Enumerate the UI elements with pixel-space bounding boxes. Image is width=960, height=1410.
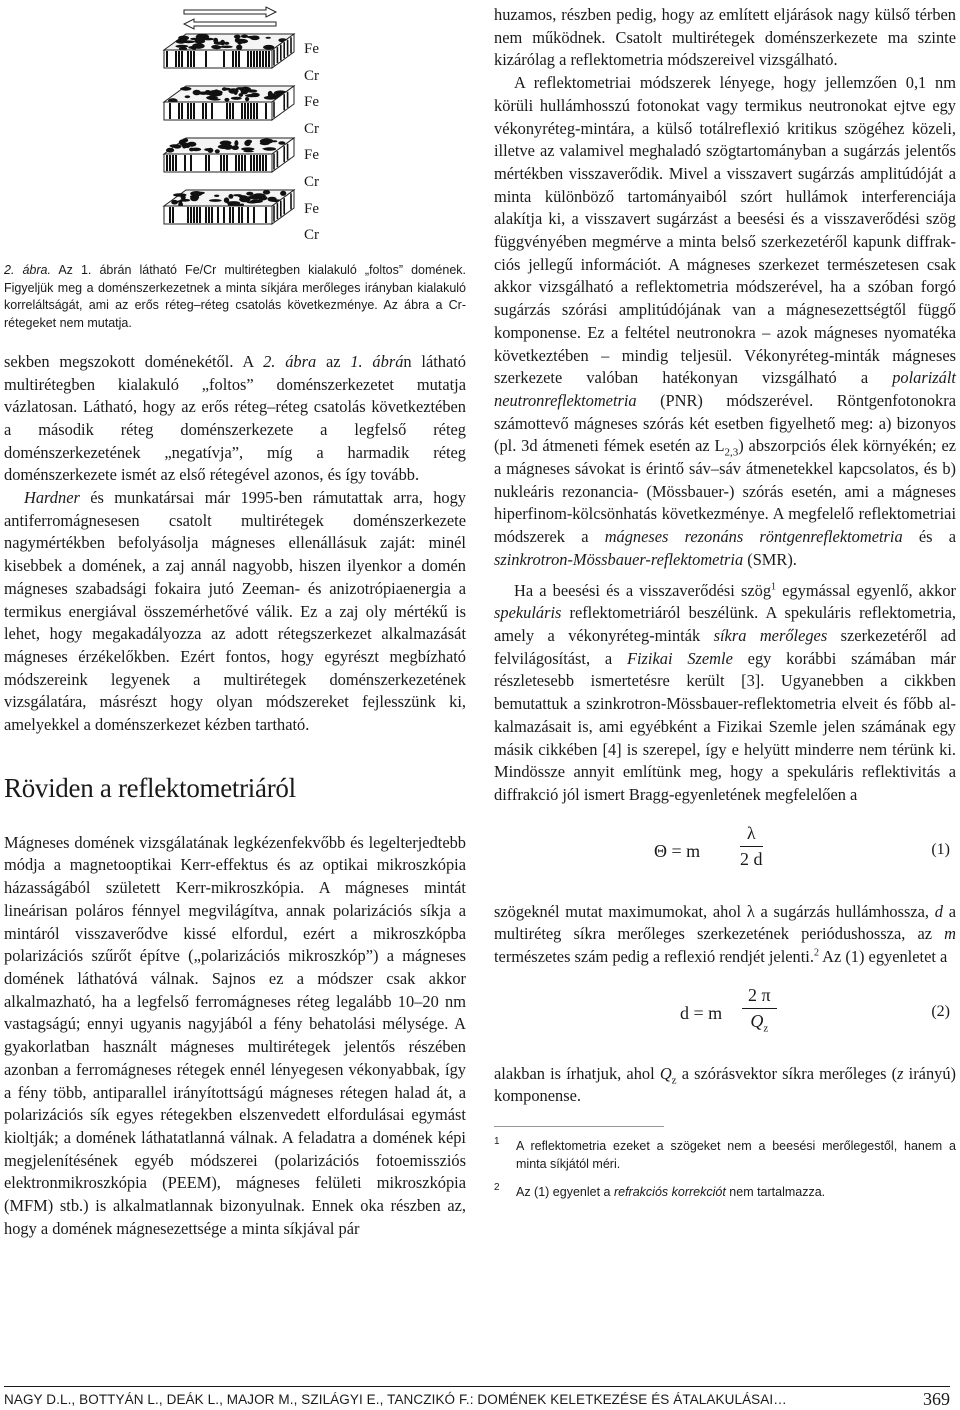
paragraph-right-3 — [494, 580, 956, 807]
equation-lhs: Θ = m — [654, 840, 701, 861]
footnote-2 — [494, 1183, 956, 1201]
fe-layer — [164, 34, 294, 68]
caption-text: Az 1. ábrán látható Fe/Cr multirétegben kialakuló „foltos” domének. Figyeljük meg a doménszerkezetnek a minta síkjára merőleges irányban kialakuló korreláltságát, ami az erős réteg–réteg csatolás következménye. Az ábra a Cr-rétegeket nem mutatja. — [4, 263, 466, 331]
text-run: szerkezetéről ad felvilágosítást, a — [494, 625, 957, 668]
equation-number: (1) — [931, 840, 950, 858]
denominator — [742, 1009, 777, 1035]
section-heading: Röviden a reflektometriáról — [4, 772, 296, 803]
layer-label: Fe — [304, 41, 319, 57]
layer-label: Cr — [304, 173, 319, 190]
symbol: m — [944, 924, 956, 944]
right-column — [494, 4, 956, 1211]
running-footer — [4, 1386, 950, 1409]
subscript: z — [763, 1022, 769, 1035]
text-run: egymással egyenlő, akkor — [776, 580, 957, 600]
text-run: A reflektometriai módszerek lényege, hogy jellemzően 0,1 nm körüli hullámhosszú fotonokat vagy termikus neutronokat ejtve egy vékonyréteg-mintára, a külső totálreflexió kritikus szögéhez közeli, illetve az valamivel meghaladó szögtartományban a sugárzás jelentős mértékben visszaverődik. Mivel a visszavert sugárzás amplitúdóját a minta különböző tartományaiból szórt hullámok interferenciája alakítja ki, a visszavert sugárzást a beesési és a visszaverődési szög függvényében megmérve a minta belső szerkezetéről kapunk diffrakciós jellegű információt. A mágneses szerkezet természetesen csak akkor vizsgálható a reflektometria módszerével, ha a szóban forgó sugárzás szórási amplitúdójának van a mágnesezettségtől függő komponense. Ez a feltétel neutronokra – azok mágneses nyomatéka következtében – mindig teljesül. Vékonyréteg-minták mágneses szerkezete valóban hatékonyan vizsgálható a — [494, 73, 956, 388]
text-run: sekben megszokott doménekétől. A — [4, 351, 264, 371]
text-run: alakban is írhatjuk, ahol — [494, 1063, 660, 1083]
footer-authors: NAGY D.L., BOTTYÁN L., DEÁK L., MAJOR M., SZILÁGYI E., TANCZIKÓ F.: DOMÉNEK KELETKEZÉSE ÉS ÁTALAKULÁSAI… — [4, 1392, 787, 1407]
denominator: 2 d — [740, 848, 763, 869]
text-run: természetes szám pedig a reflexió rendjét jelenti. — [494, 947, 814, 967]
text-run: az — [316, 351, 351, 371]
text-run: Az (1) egyenletet a — [818, 947, 948, 967]
multilayer-stack-illustration — [4, 4, 466, 256]
paragraph-right-1: huzamos, részben pedig, hogy az említett eljárások nagy külső térben nem működnek. Csatolt multirétegek doménszerkezete ma szinte kizárólag a reflektometria módszereivel vizsgálható. — [494, 5, 956, 70]
caption-label: 2. ábra. — [4, 263, 51, 277]
paragraph-left-1 — [4, 351, 466, 487]
figure-caption — [4, 262, 466, 333]
paragraph-right-4 — [494, 901, 956, 969]
symbol: z — [897, 1063, 904, 1083]
page-number: 369 — [923, 1389, 950, 1409]
paragraph-right-2 — [494, 72, 956, 571]
footnote-text: A reflektometria ezeket a szögeket nem a beesési merőlegestől, hanem a minta síkjától méri. — [516, 1139, 956, 1172]
arrow-right-icon — [184, 7, 276, 17]
subscript: 2,3 — [724, 446, 739, 459]
text-run: irányú) komponense. — [494, 1063, 956, 1106]
text-run: n látható multirétegben kialakuló „foltos” doménszerkezetet mutatja vázlatosan. Látható, hogy az erős réteg–réteg csatolás következtében a második réteg doménszerkezete a legfelső réteg doménszerkezetének „negatívja”, míg a harmadik réteg doménszerkezete ismét az első rétegével azonos, és így tovább. — [4, 351, 466, 485]
equation-fraction — [740, 823, 763, 870]
numerator: 2 π — [742, 985, 777, 1009]
equation-fraction — [742, 984, 777, 1035]
subscript: z — [671, 1074, 677, 1086]
symbol: d — [934, 901, 943, 921]
fe-layer — [164, 86, 294, 120]
text-run: (SMR). — [743, 549, 797, 569]
denominator-symbol: Q — [750, 1010, 764, 1031]
fe-layer — [164, 138, 294, 172]
equation-lhs: d = m — [680, 1002, 723, 1023]
layer-label: Fe — [304, 94, 319, 111]
equation-2 — [494, 985, 956, 1045]
magnetization-arrows — [184, 7, 276, 29]
text-run: ) abszorpciós élek környékén; ez a mágneses sávokat is érintő sáv–sáv átmenetekkel kapcsolatos, és b) nukleáris rezonancia- (Mössbauer-) szórás esetén, ami a mágneses hiperfinom-kölcsönhatás következménye. A megfelelő reflektometriai módszerek a — [494, 436, 956, 547]
layer-stack — [164, 34, 294, 224]
layer-labels — [304, 36, 344, 249]
equation-number: (2) — [931, 1002, 950, 1020]
paragraph-right-5 — [494, 1063, 956, 1108]
equation-1 — [494, 823, 956, 883]
text-run: Ha a beesési és a visszaverődési szög — [514, 580, 772, 600]
multilayer-domain-figure — [4, 4, 466, 256]
layer-label: Cr — [304, 67, 319, 84]
text-run: (PNR) módszerével. Röntgenfotonokra számottevő mágneses szórás két esetben figyelhető meg: a) bizonyos (pl. 3d átmeneti fémek esetén az L — [494, 390, 956, 456]
term: spekuláris — [494, 603, 562, 623]
footnote-text: nem tartalmazza. — [725, 1185, 826, 1200]
text-run: a szórásvektor síkra merőleges ( — [676, 1063, 898, 1083]
author-name: Hardner — [24, 488, 80, 508]
text-run: egy korábbi számában már részletesebb ismertetésre került [3]. Ugyanebben a cikkben bemutattuk a szinkrotron-Mössbauer-reflektometria elveit és főbb alkalmazásait is, ami egyébként a Fizikai Szemle jelen számának egy másik cikkében [4] is szerepel, így e helyütt minderre nem térünk ki. Mindössze annyit említünk meg, hogy a spekuláris reflektivitás a diffrakció jól ismert Bragg-egyenletének megfelelően a — [494, 648, 956, 804]
layer-label: Cr — [304, 227, 319, 244]
footnote-divider — [494, 1126, 664, 1127]
term: síkra merőleges — [713, 625, 828, 645]
figure-ref: 1. ábrá — [350, 351, 404, 371]
paragraph-left-2 — [4, 487, 466, 737]
text-run: szögeknél mutat maximumokat, ahol λ a sugárzás hullámhossza, — [494, 901, 935, 921]
footnote-mark: 2 — [494, 1182, 500, 1194]
numerator: λ — [740, 823, 763, 847]
layer-label: Fe — [304, 200, 319, 217]
footnote-1 — [494, 1137, 956, 1173]
arrow-left-icon — [184, 19, 276, 29]
layer-label: Cr — [304, 120, 319, 137]
term: polarizált neutronreflektometria — [494, 368, 956, 410]
term: mágneses rezonáns röntgenreflektometria — [604, 527, 903, 547]
journal-name: Fizikai Szemle — [626, 648, 733, 668]
footnote-ref: 1 — [771, 581, 777, 593]
text-run: a multiréteg síkra merőleges szerkezetének periódushossza, az — [494, 901, 957, 944]
paragraph-left-3: Mágneses domének vizsgálatának legkézenfekvőbb és legelterjedtebb módja a magnetooptikai Kerr-effektus és az optikai mikroszkópia házasságából született Kerr-mikroszkópia. A mágneses mintát lineárisan poláros fénnyel megvilágítva, annak polarizációs síkja a mintáról visszaverődve kissé elfordul, ezért a mikroszkópba polarizációs szűrőt építve („polarizációs mikroszkóp”) a mágneses domének láthatóvá válnak. Sajnos ez a módszer csak akkor alkalmazható, ha a legfelső ferromágneses réteg legalább 10–20 nm vastagságú; ennyi ugyanis nagyjából a fény behatolási mélysége. A gyakorlatban használt mágneses multirétegek jelentős részében azonban a ferromágneses rétegek ennél lényegesen vékonyabbak, így a fény több, antiparallel irányítottságú mágneses rétegen halad át, a polarizációs sík egyes rétegekben elszenvedett elfordulásai egymást kioltják; a domének láthatatlanná válnak. A feladatra a domének képi megjelenítésének egyéb módszerei (polarizációs fotoemissziós elektronmikroszkópia (PEEM), mágneses felületi mikroszkópia (MFM) stb.) is alkalmatlannak bizonyulnak. Ennek oka részben az, hogy a domének mágnesezettsége a minta síkjával pár — [4, 832, 466, 1238]
left-column — [4, 4, 466, 1240]
text-run: és a — [902, 527, 956, 547]
figure-ref: 2. ábra — [263, 351, 317, 371]
footnote-mark: 1 — [494, 1136, 500, 1148]
symbol: Q — [659, 1063, 672, 1083]
footnote-term: refrakciós korrekciót — [613, 1185, 726, 1200]
text-run: és munkatársai már 1995-ben rámutattak arra, hogy antiferromágnesesen csatolt multirétegek doménszerkezete nagymértékben befolyásolja mágneses ellenállásuk zaját: minél kisebbek a domének, a zaj annál nagyobb, hiszen ilyenkor a domén mágneses szabadsági fokaira jutó Zeeman- és anizotrópiaenergia a termikus energiával összemérhetővé válik. Ez a zaj oly mértékű is lehet, hogy megakadályozza az adott rétegszerkezet alkalmazását mágneses érzékelőkben. Ezért fontos, hogy egyrészt megbízható módszereink legyenek a multirétegek doménszerkezetének vizsgálatára, másrészt hogy olyan módszereket fejlesszünk ki, amelyekkel a doménszerkezet kézben tartható. — [4, 488, 466, 735]
layer-label: Fe — [304, 147, 319, 164]
footnote-text: Az (1) egyenlet a — [516, 1185, 614, 1200]
fe-layer — [164, 190, 294, 224]
footnote-ref: 2 — [813, 947, 819, 959]
term: szinkrotron-Mössbauer-reflektometria — [494, 549, 744, 569]
text-run: reflektometriáról beszélünk. A spekuláris reflektometria, amely a vékonyréteg-minták — [494, 603, 956, 645]
